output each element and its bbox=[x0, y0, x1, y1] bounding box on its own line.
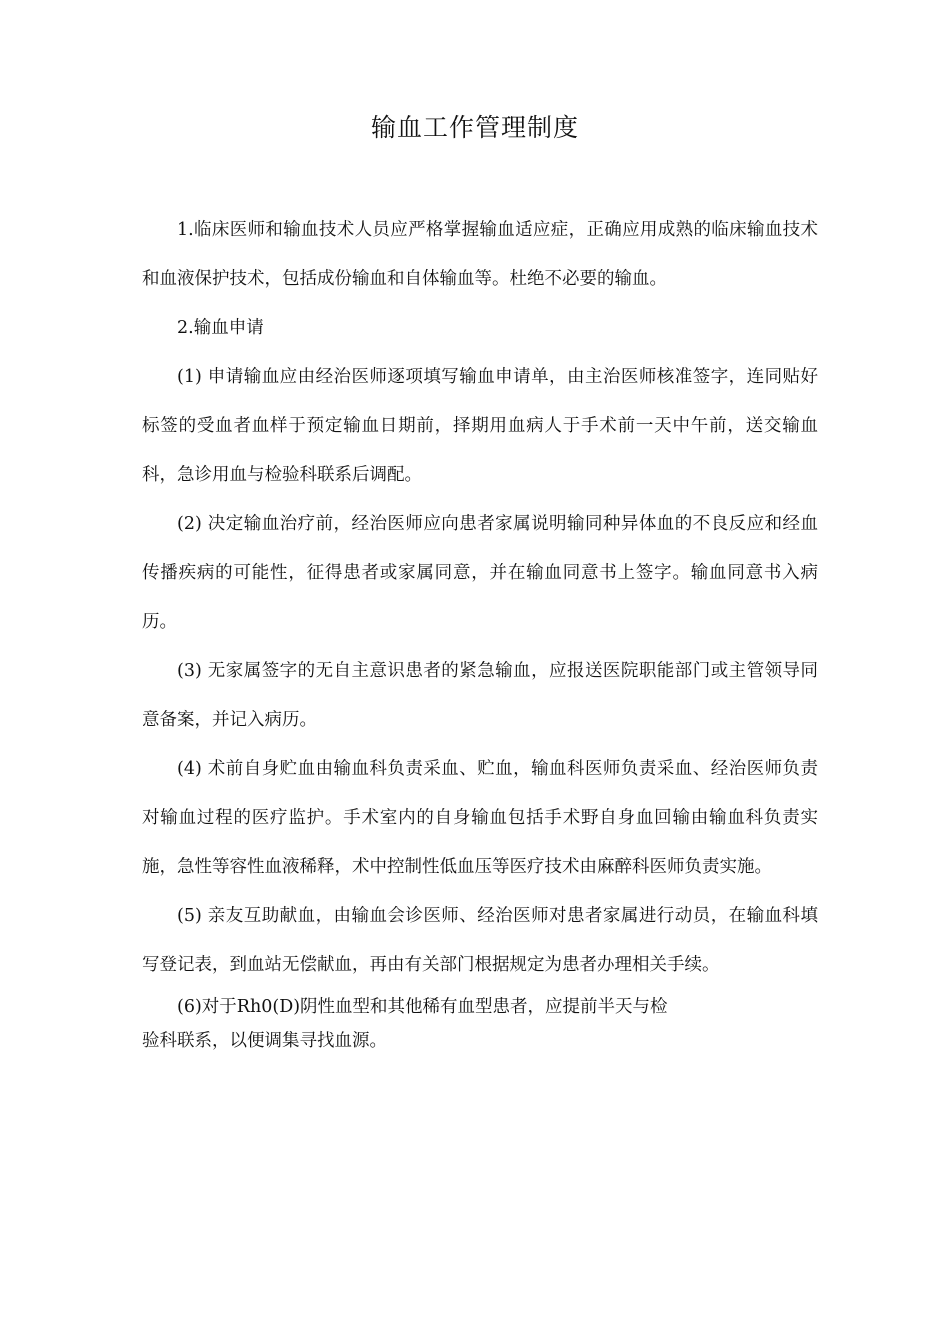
document-title: 输血工作管理制度 bbox=[370, 113, 579, 142]
paragraph-2-6-line-1: (6)对于Rh0(D)阴性血型和其他稀有血型患者，应提前半天与检 bbox=[177, 997, 668, 1017]
paragraph-2-3: (3) 无家属签字的无自主意识患者的紧急输血，应报送医院职能部门或主管领导同意备案，并记入病历。 bbox=[142, 661, 818, 730]
paragraph-2-5: (5) 亲友互助献血，由输血会诊医师、经治医师对患者家属进行动员，在输血科填写登记表，到血站无偿献血，再由有关部门根据规定为患者办理相关手续。 bbox=[142, 906, 818, 975]
paragraph-2-6 bbox=[142, 990, 818, 1058]
paragraph-2-2: (2) 决定输血治疗前，经治医师应向患者家属说明输同种异体血的不良反应和经血传播疾病的可能性，征得患者或家属同意，并在输血同意书上签字。输血同意书入病历。 bbox=[142, 514, 818, 632]
document-body bbox=[142, 206, 818, 1058]
paragraph-1: 1.临床医师和输血技术人员应严格掌握输血适应症，正确应用成熟的临床输血技术和血液保护技术，包括成份输血和自体输血等。杜绝不必要的输血。 bbox=[142, 220, 818, 289]
paragraph-2-1: (1) 申请输血应由经治医师逐项填写输血申请单，由主治医师核准签字，连同贴好标签的受血者血样于预定输血日期前，择期用血病人于手术前一天中午前，送交输血科，急诊用血与检验科联系后调配。 bbox=[142, 367, 818, 485]
paragraph-2-heading: 2.输血申请 bbox=[177, 318, 264, 338]
paragraph-2-4: (4) 术前自身贮血由输血科负责采血、贮血，输血科医师负责采血、经治医师负责对输血过程的医疗监护。手术室内的自身输血包括手术野自身血回输由输血科负责实施，急性等容性血液稀释，术中控制性低血压等医疗技术由麻醉科医师负责实施。 bbox=[142, 759, 818, 877]
paragraph-2-6-line-2: 验科联系，以便调集寻找血源。 bbox=[142, 1031, 387, 1051]
